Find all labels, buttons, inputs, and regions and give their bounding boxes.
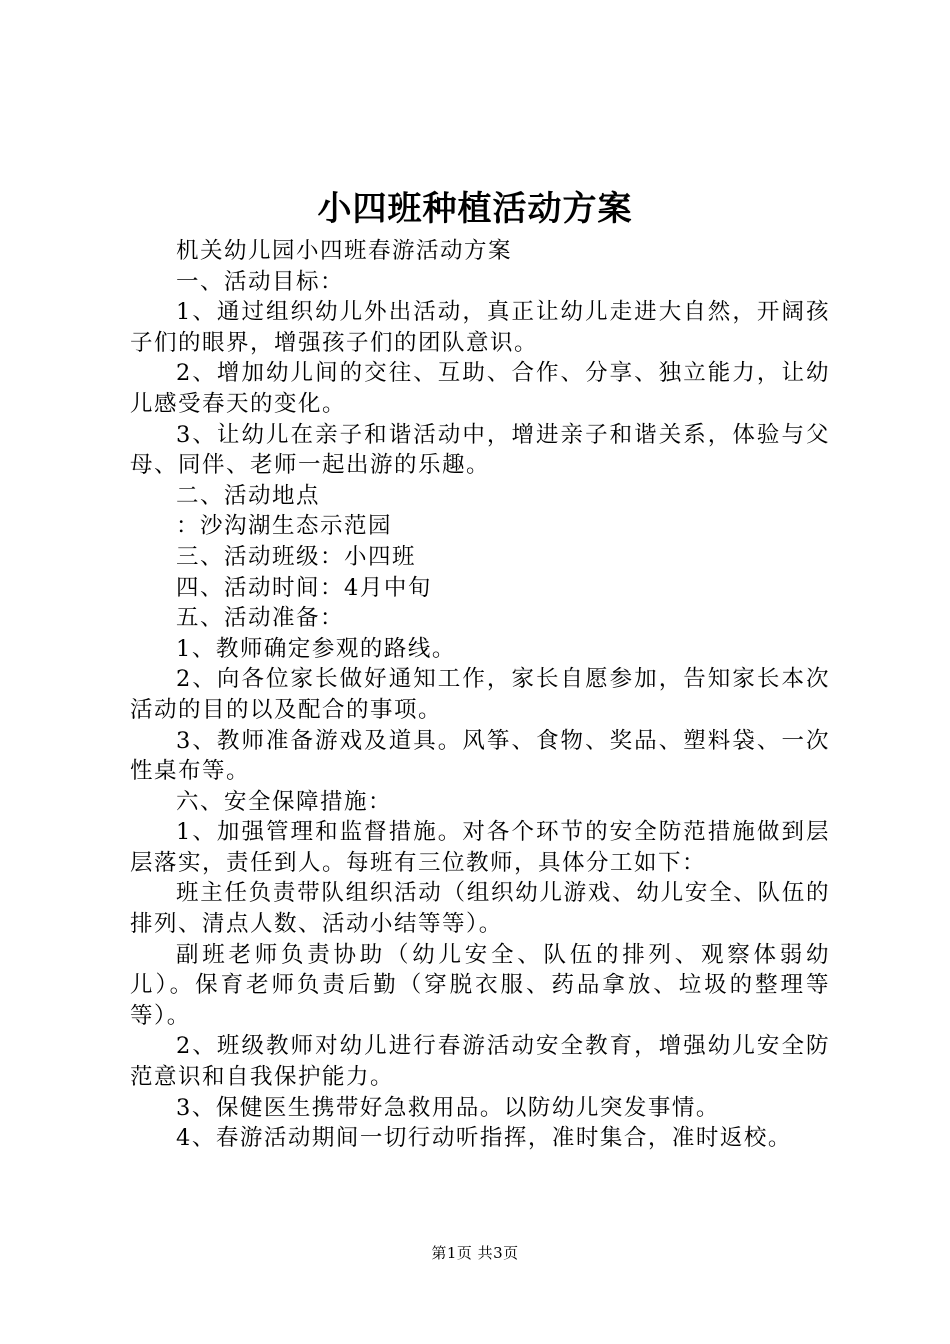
paragraph-section-heading: 四、活动时间：4月中旬: [176, 574, 432, 601]
paragraph-section-heading: 二、活动地点: [176, 482, 321, 509]
paragraph: 1、加强管理和监督措施。对各个环节的安全防范措施做到层层落实，责任到人。每班有三位教师，具体分工如下：: [130, 819, 830, 876]
paragraph: 3、教师准备游戏及道具。风筝、食物、奖品、塑料袋、一次性桌布等。: [130, 727, 830, 785]
document-body: [130, 236, 830, 1154]
paragraph-subtitle: 机关幼儿园小四班春游活动方案: [176, 238, 513, 264]
paragraph: 2、向各位家长做好通知工作，家长自愿参加，告知家长本次活动的目的以及配合的事项。: [130, 666, 830, 723]
paragraph: 2、班级教师对幼儿进行春游活动安全教育，增强幼儿安全防范意识和自我保护能力。: [130, 1033, 830, 1091]
paragraph-section-heading: 一、活动目标：: [176, 268, 345, 295]
paragraph: 4、春游活动期间一切行动听指挥，准时集合，准时返校。: [176, 1125, 792, 1152]
paragraph: 1、教师确定参观的路线。: [176, 635, 456, 662]
paragraph: 3、保健医生携带好急救用品。以防幼儿突发事情。: [176, 1094, 720, 1121]
paragraph-section-heading: 六、安全保障措施：: [176, 788, 393, 815]
paragraph: 副班老师负责协助（幼儿安全、队伍的排列、观察体弱幼儿）。保育老师负责后勤（穿脱衣服、药品拿放、垃圾的整理等等）。: [130, 941, 830, 1029]
paragraph: 3、让幼儿在亲子和谐活动中，增进亲子和谐关系，体验与父母、同伴、老师一起出游的乐趣。: [130, 421, 830, 479]
document-title: 小四班种植活动方案: [317, 189, 633, 229]
paragraph: 班主任负责带队组织活动（组织幼儿游戏、幼儿安全、队伍的排列、清点人数、活动小结等等）。: [130, 880, 830, 938]
paragraph-section-heading: 三、活动班级：小四班: [176, 543, 417, 570]
paragraph: 1、通过组织幼儿外出活动，真正让幼儿走进大自然，开阔孩子们的眼界，增强孩子们的团队意识。: [130, 299, 830, 356]
page-number-footer: 第1页 共3页: [431, 1244, 519, 1262]
paragraph: ：沙沟湖生态示范园: [176, 513, 393, 540]
paragraph: 2、增加幼儿间的交往、互助、合作、分享、独立能力，让幼儿感受春天的变化。: [130, 360, 830, 417]
paragraph-section-heading: 五、活动准备：: [176, 605, 345, 632]
